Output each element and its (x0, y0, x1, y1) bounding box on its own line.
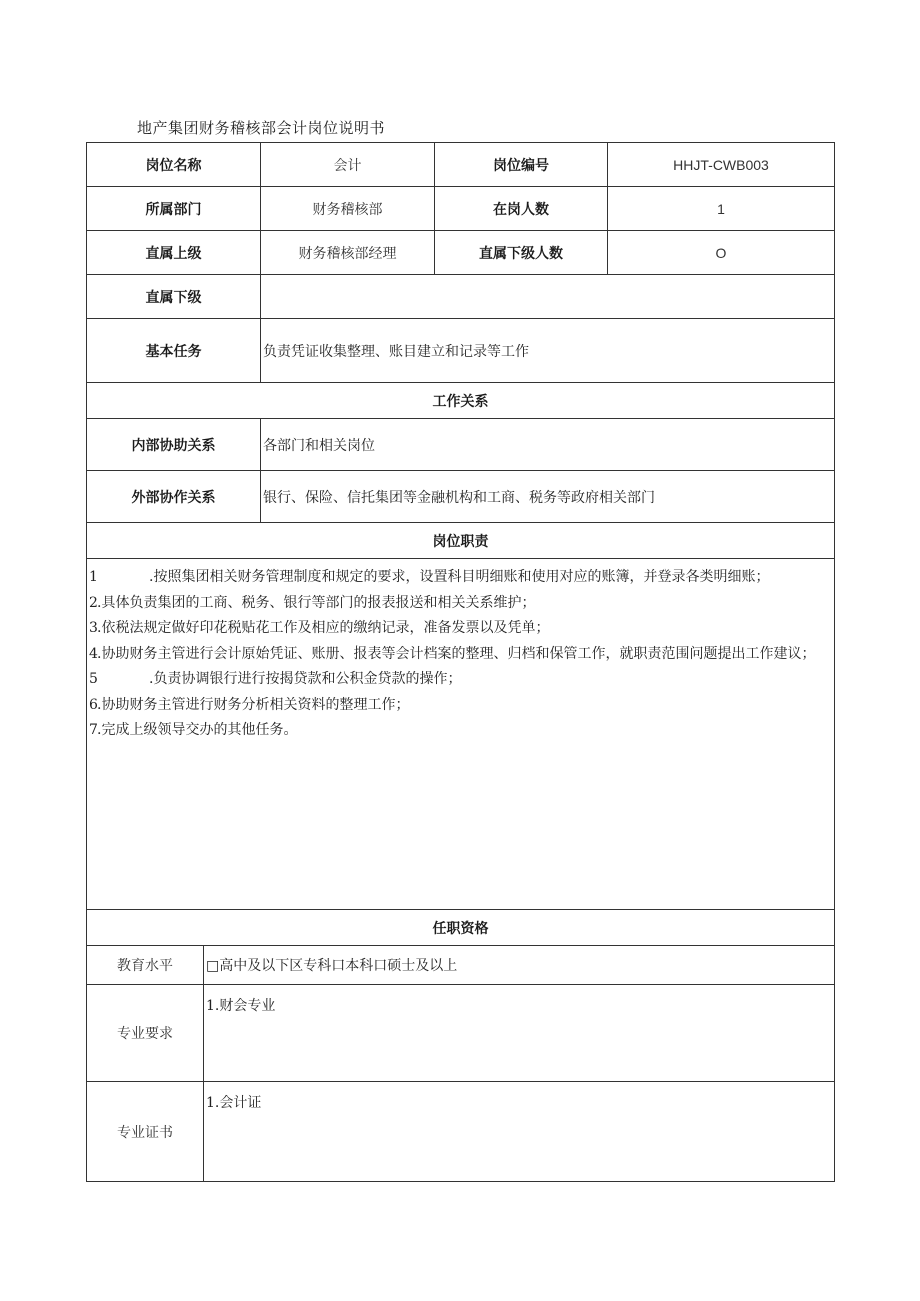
internal-relations-label: 内部协助关系 (87, 419, 261, 471)
internal-relations-value: 各部门和相关岗位 (261, 419, 835, 471)
duty-item-5 (87, 667, 834, 693)
duty-item-1 (87, 565, 834, 591)
superior-value: 财务稽核部经理 (261, 231, 435, 275)
duty-text: .依税法规定做好印花税贴花工作及相应的缴纳记录，准备发票以及凭单； (97, 620, 550, 636)
row-position-name (87, 143, 835, 187)
subordinate-count-value: O (608, 231, 835, 275)
row-subordinate (87, 275, 835, 319)
row-certificate (87, 1082, 835, 1182)
row-duties-header (87, 523, 835, 559)
duty-number: 6 (89, 696, 98, 713)
row-duties (87, 559, 835, 910)
duty-item-7 (87, 718, 834, 744)
headcount-value: 1 (608, 187, 835, 231)
duty-text: .协助财务主管进行会计原始凭证、账册、报表等会计档案的整理、归档和保管工作，就职责范围问题提出工作建议； (97, 645, 816, 662)
row-relations-header (87, 383, 835, 419)
education-value: □高中及以下区专科口本科口硕士及以上 (204, 946, 835, 985)
duty-number: 4 (89, 645, 98, 662)
job-description-table (86, 142, 835, 1182)
department-label: 所属部门 (87, 187, 261, 231)
duty-text: .按照集团相关财务管理制度和规定的要求，设置科目明细账和使用对应的账簿，并登录各类明细账； (149, 569, 770, 585)
certificate-value: 1.会计证 (204, 1082, 835, 1182)
duty-number: 7 (89, 722, 98, 738)
certificate-label: 专业证书 (87, 1082, 204, 1182)
qualifications-section-title: 任职资格 (87, 910, 835, 946)
external-relations-label: 外部协作关系 (87, 471, 261, 523)
major-label: 专业要求 (87, 985, 204, 1082)
duty-item-6 (87, 693, 834, 719)
major-value: 1.财会专业 (204, 985, 835, 1082)
row-superior (87, 231, 835, 275)
row-education (87, 946, 835, 985)
row-department (87, 187, 835, 231)
relations-section-title: 工作关系 (87, 383, 835, 419)
headcount-label: 在岗人数 (435, 187, 608, 231)
subordinate-value (261, 275, 835, 319)
position-code-label: 岗位编号 (435, 143, 608, 187)
document-title: 地产集团财务稽核部会计岗位说明书 (137, 119, 386, 137)
duty-item-4 (87, 642, 834, 668)
duties-section-title: 岗位职责 (87, 523, 835, 559)
row-internal-relations (87, 419, 835, 471)
duty-number: 1 (89, 569, 98, 585)
duty-text: .完成上级领导交办的其他任务。 (97, 722, 298, 738)
subordinate-count-label: 直属下级人数 (435, 231, 608, 275)
duty-text: .负责协调银行进行按揭贷款和公积金贷款的操作； (149, 671, 462, 687)
row-external-relations (87, 471, 835, 523)
duty-number: 2 (89, 594, 98, 611)
subordinate-label: 直属下级 (87, 275, 261, 319)
basic-task-value: 负责凭证收集整理、账目建立和记录等工作 (261, 319, 835, 383)
superior-label: 直属上级 (87, 231, 261, 275)
duty-item-2 (87, 591, 834, 617)
duty-text: .具体负责集团的工商、税务、银行等部门的报表报送和相关关系维护； (97, 594, 536, 611)
education-label: 教育水平 (87, 946, 204, 985)
external-relations-value: 银行、保险、信托集团等金融机构和工商、税务等政府相关部门 (261, 471, 835, 523)
position-code-value: HHJT-CWB003 (608, 143, 835, 187)
position-name-label: 岗位名称 (87, 143, 261, 187)
duties-list (87, 559, 835, 910)
duty-item-3 (87, 616, 834, 642)
row-major (87, 985, 835, 1082)
duty-number: 5 (89, 671, 98, 687)
department-value: 财务稽核部 (261, 187, 435, 231)
position-name-value: 会计 (261, 143, 435, 187)
duty-text: .协助财务主管进行财务分析相关资料的整理工作； (97, 696, 410, 713)
row-basic-task (87, 319, 835, 383)
basic-task-label: 基本任务 (87, 319, 261, 383)
duty-number: 3 (89, 620, 98, 636)
row-qualifications-header (87, 910, 835, 946)
